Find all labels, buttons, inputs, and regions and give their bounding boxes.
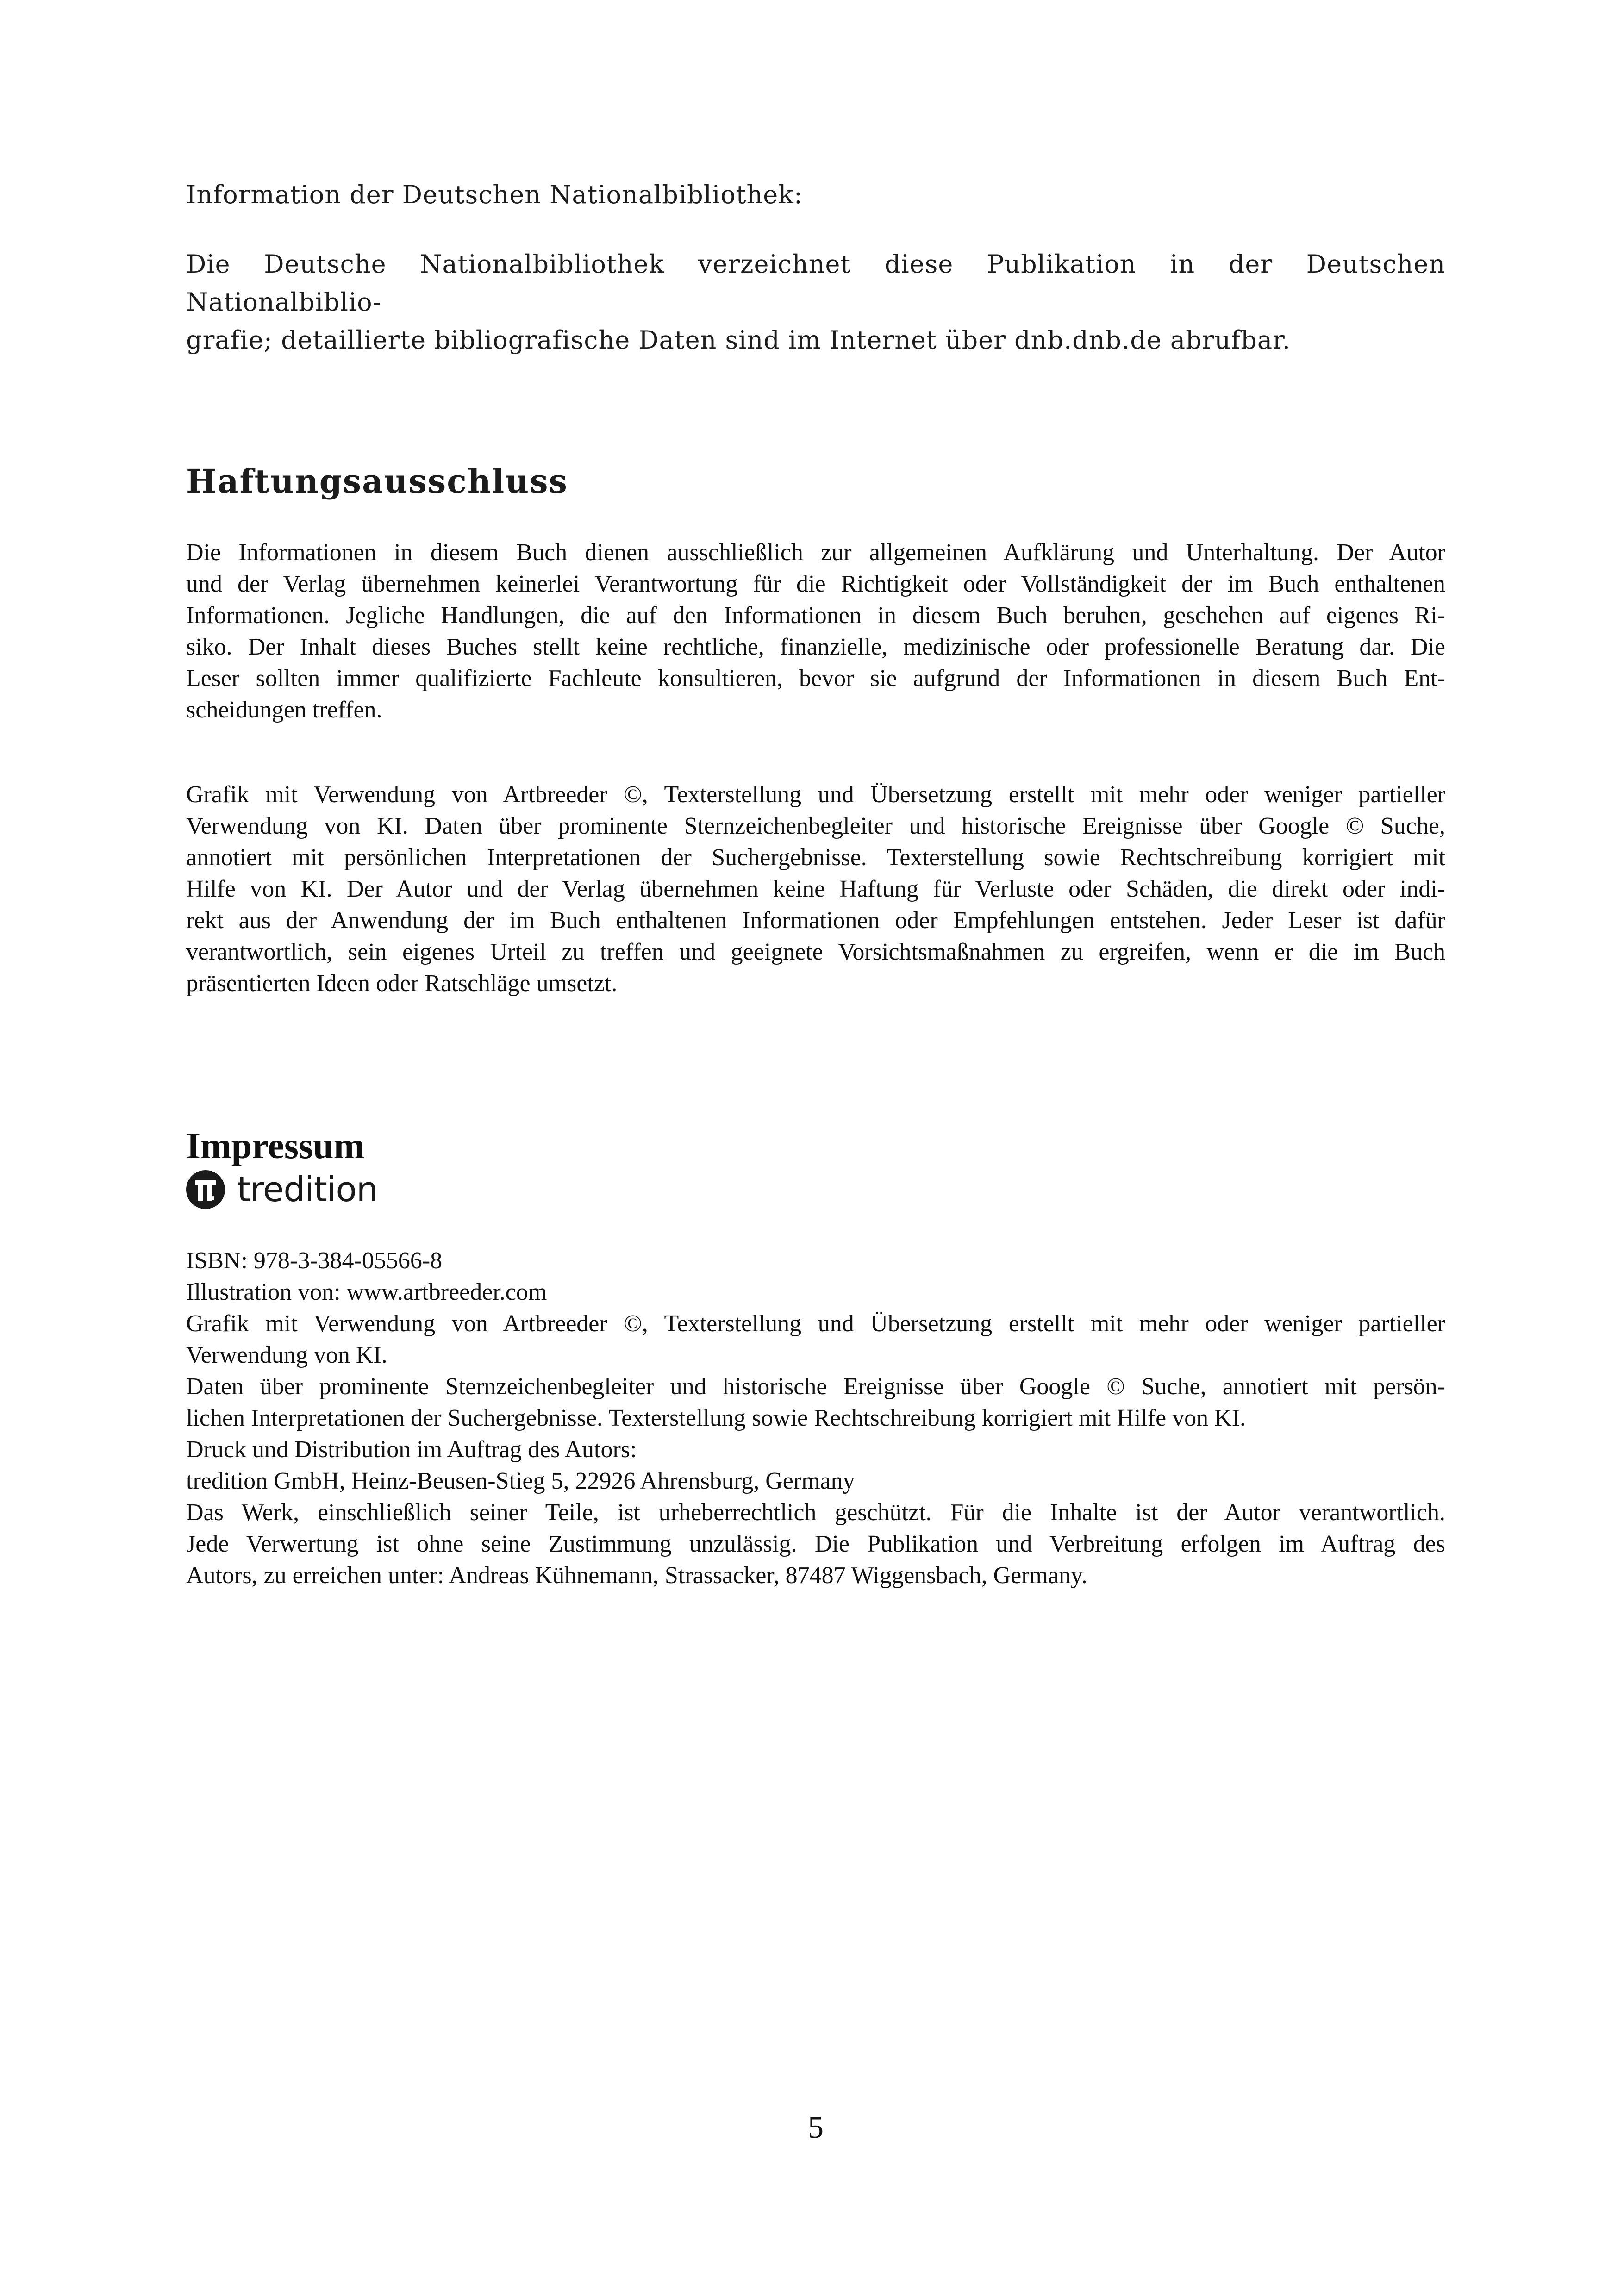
impressum-details — [186, 1245, 1445, 1591]
page-number: 5 — [808, 2109, 824, 2145]
text-line: präsentierten Ideen oder Ratschläge umsetzt. — [186, 970, 618, 997]
text-line: annotiert mit persönlichen Interpretationen der Suchergebnisse. Texterstellung sowie Rechtschreibung korrigiert mit — [186, 844, 1445, 871]
text-line: Hilfe von KI. Der Autor und der Verlag übernehmen keine Haftung für Verluste oder Schäden, die direkt oder indi- — [186, 876, 1445, 902]
text-line: verantwortlich, sein eigenes Urteil zu treffen und geeignete Vorsichtsmaßnahmen zu ergreifen, wenn er die im Buch — [186, 939, 1445, 965]
text-line: Druck und Distribution im Auftrag des Autors: — [186, 1436, 637, 1463]
text-line: Das Werk, einschließlich seiner Teile, ist urheberrechtlich geschützt. Für die Inhalte ist der Autor verantwortlich. — [186, 1499, 1445, 1526]
isbn-line: ISBN: 978-3-384-05566-8 — [186, 1247, 443, 1274]
text-line: Jede Verwertung ist ohne seine Zustimmung unzulässig. Die Publikation und Verbreitung erfolgen im Auftrag des — [186, 1531, 1445, 1557]
text-line: siko. Der Inhalt dieses Buches stellt keine rechtliche, finanzielle, medizinische oder professionelle Beratung dar. Die — [186, 634, 1445, 660]
text-line: Leser sollten immer qualifizierte Fachleute konsultieren, bevor sie aufgrund der Informationen in diesem Buch Ent- — [186, 665, 1445, 692]
document-page — [186, 0, 1445, 2295]
impressum-title: Impressum — [186, 1126, 365, 1166]
grafik-hinweis-text — [186, 779, 1445, 999]
tredition-logo-icon — [186, 1170, 225, 1209]
nationalbibliothek-section — [186, 176, 1445, 359]
haftungsausschluss-text — [186, 537, 1445, 726]
text-line: Verwendung von KI. Daten über prominente Sternzeichenbegleiter und historische Ereignisse über Google © Suche, — [186, 813, 1445, 839]
tredition-logo — [186, 1166, 378, 1213]
tredition-logo-text: tredition — [237, 1170, 378, 1210]
text-line: Die Deutsche Nationalbibliothek verzeichnet diese Publikation in der Deutschen Nationalbiblio- — [186, 249, 1445, 317]
text-line: rekt aus der Anwendung der im Buch enthaltenen Informationen oder Empfehlungen entstehen. Jeder Leser ist dafür — [186, 907, 1445, 934]
text-line: Die Informationen in diesem Buch dienen ausschließlich zur allgemeinen Aufklärung und Unterhaltung. Der Autor — [186, 539, 1445, 566]
nationalbibliothek-text — [186, 245, 1445, 359]
nationalbibliothek-heading: Information der Deutschen Nationalbibliothek: — [186, 180, 803, 209]
text-line: Grafik mit Verwendung von Artbreeder ©, Texterstellung und Übersetzung erstellt mit mehr oder weniger partieller — [186, 781, 1445, 808]
text-line: und der Verlag übernehmen keinerlei Verantwortung für die Richtigkeit oder Vollständigkeit der im Buch enthaltenen — [186, 571, 1445, 597]
text-line: lichen Interpretationen der Suchergebnisse. Texterstellung sowie Rechtschreibung korrigiert mit Hilfe von KI. — [186, 1405, 1246, 1431]
text-line: Daten über prominente Sternzeichenbegleiter und historische Ereignisse über Google © Suche, annotiert mit persön- — [186, 1373, 1445, 1400]
text-line: grafie; detaillierte bibliografische Daten sind im Internet über dnb.dnb.de abrufbar. — [186, 325, 1291, 355]
text-line: Informationen. Jegliche Handlungen, die auf den Informationen in diesem Buch beruhen, geschehen auf eigenes Ri- — [186, 602, 1445, 629]
author-address-line: Autors, zu erreichen unter: Andreas Kühnemann, Strassacker, 87487 Wiggensbach, Germany. — [186, 1562, 1087, 1589]
haftungsausschluss-title: Haftungsausschluss — [186, 462, 568, 500]
publisher-address-line: tredition GmbH, Heinz-Beusen-Stieg 5, 22926 Ahrensburg, Germany — [186, 1468, 855, 1494]
text-line: scheidungen treffen. — [186, 697, 382, 723]
text-line: Grafik mit Verwendung von Artbreeder ©, Texterstellung und Übersetzung erstellt mit mehr oder weniger partieller — [186, 1310, 1445, 1337]
text-line: Verwendung von KI. — [186, 1342, 387, 1368]
illustration-line: Illustration von: www.artbreeder.com — [186, 1279, 547, 1305]
